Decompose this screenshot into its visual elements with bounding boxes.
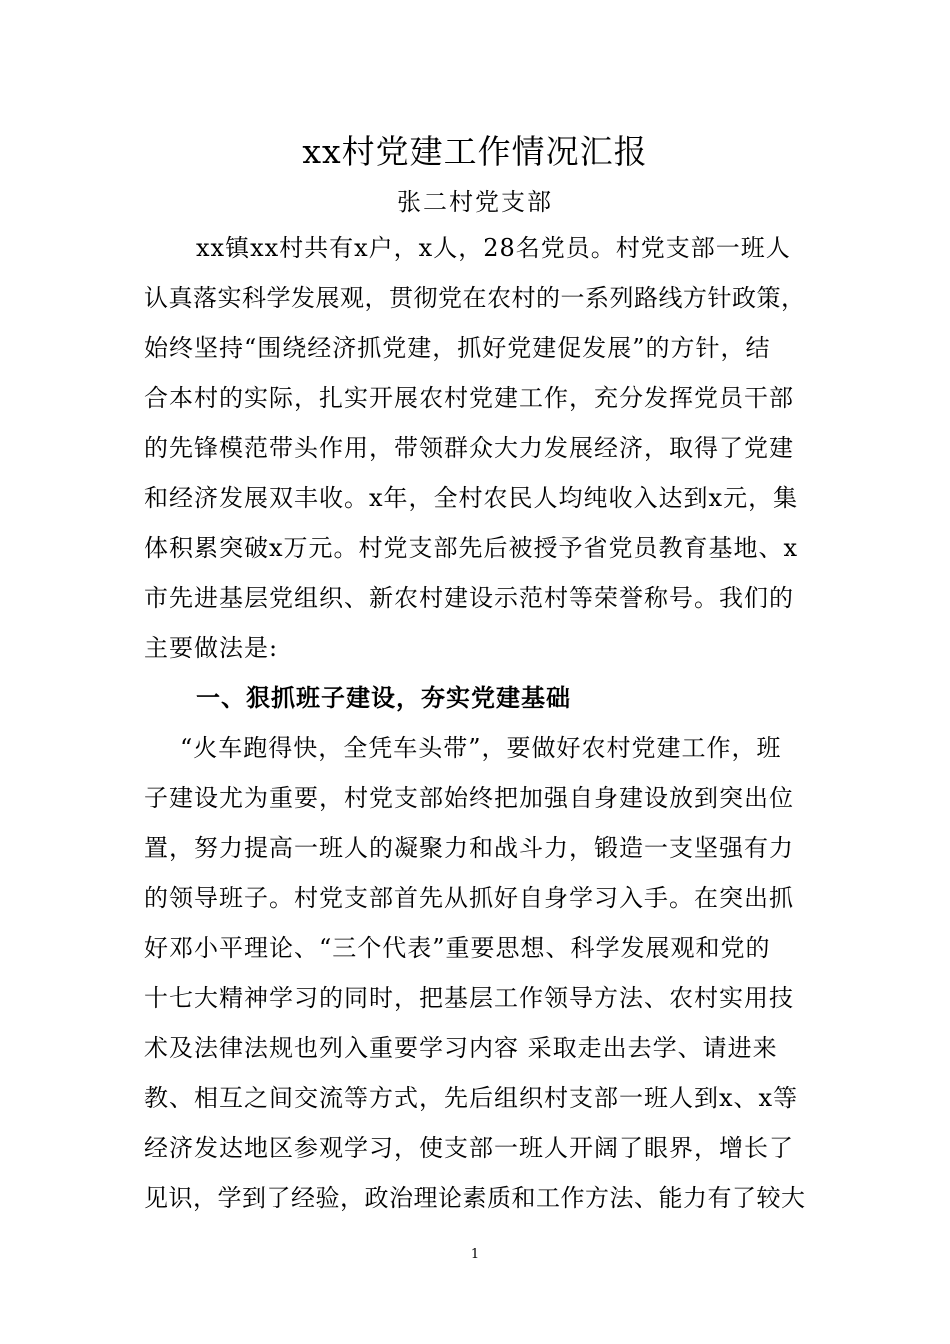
body-line: 市先进基层党组织、新农村建设示范村等荣誉称号。我们的 — [144, 584, 794, 612]
body-line: 置，努力提高一班人的凝聚力和战斗力，锻造一支坚强有力 — [144, 834, 794, 862]
body-line: 合本村的实际，扎实开展农村党建工作，充分发挥党员干部 — [144, 384, 794, 412]
body-line: 认真落实科学发展观，贯彻党在农村的一系列路线方针政策， — [144, 284, 806, 312]
body-line: 好邓小平理论、“三个代表”重要思想、科学发展观和党的 — [144, 934, 771, 962]
body-line: 子建设尤为重要，村党支部始终把加强自身建设放到突出位 — [144, 784, 794, 812]
body-line: 的领导班子。村党支部首先从抓好自身学习入手。在突出抓 — [144, 884, 794, 912]
body-line: 和经济发展双丰收。x年，全村农民人均纯收入达到x元，集 — [144, 484, 799, 512]
document-author: 张二村党支部 — [397, 188, 553, 216]
body-line: 经济发达地区参观学习，使支部一班人开阔了眼界，增长了 — [144, 1134, 794, 1162]
body-line: 术及法律法规也列入重要学习内容 采取走出去学、请进来 — [144, 1034, 778, 1062]
body-line: 体积累突破x万元。村党支部先后被授予省党员教育基地、x — [144, 534, 799, 562]
page-number: 1 — [470, 1247, 480, 1262]
document-title: xx村党建工作情况汇报 — [302, 132, 648, 171]
body-line: 的先锋模范带头作用，带领群众大力发展经济，取得了党建 — [144, 434, 794, 462]
body-line: 主要做法是: — [144, 634, 279, 662]
body-line: xx镇xx村共有x户，x人，28名党员。村党支部一班人 — [196, 234, 791, 262]
body-line: 见识，学到了经验，政治理论素质和工作方法、能力有了较大 — [144, 1184, 806, 1212]
body-line: 始终坚持“围绕经济抓党建，抓好党建促发展”的方针，结 — [144, 334, 771, 362]
section-heading: 一、狠抓班子建设，夯实党建基础 — [196, 683, 571, 712]
body-line: 十七大精神学习的同时，把基层工作领导方法、农村实用技 — [144, 984, 794, 1012]
body-line: 教、相互之间交流等方式，先后组织村支部一班人到x、x等 — [144, 1084, 799, 1112]
body-line: “火车跑得快，全凭车头带”，要做好农村党建工作，班 — [180, 734, 782, 762]
